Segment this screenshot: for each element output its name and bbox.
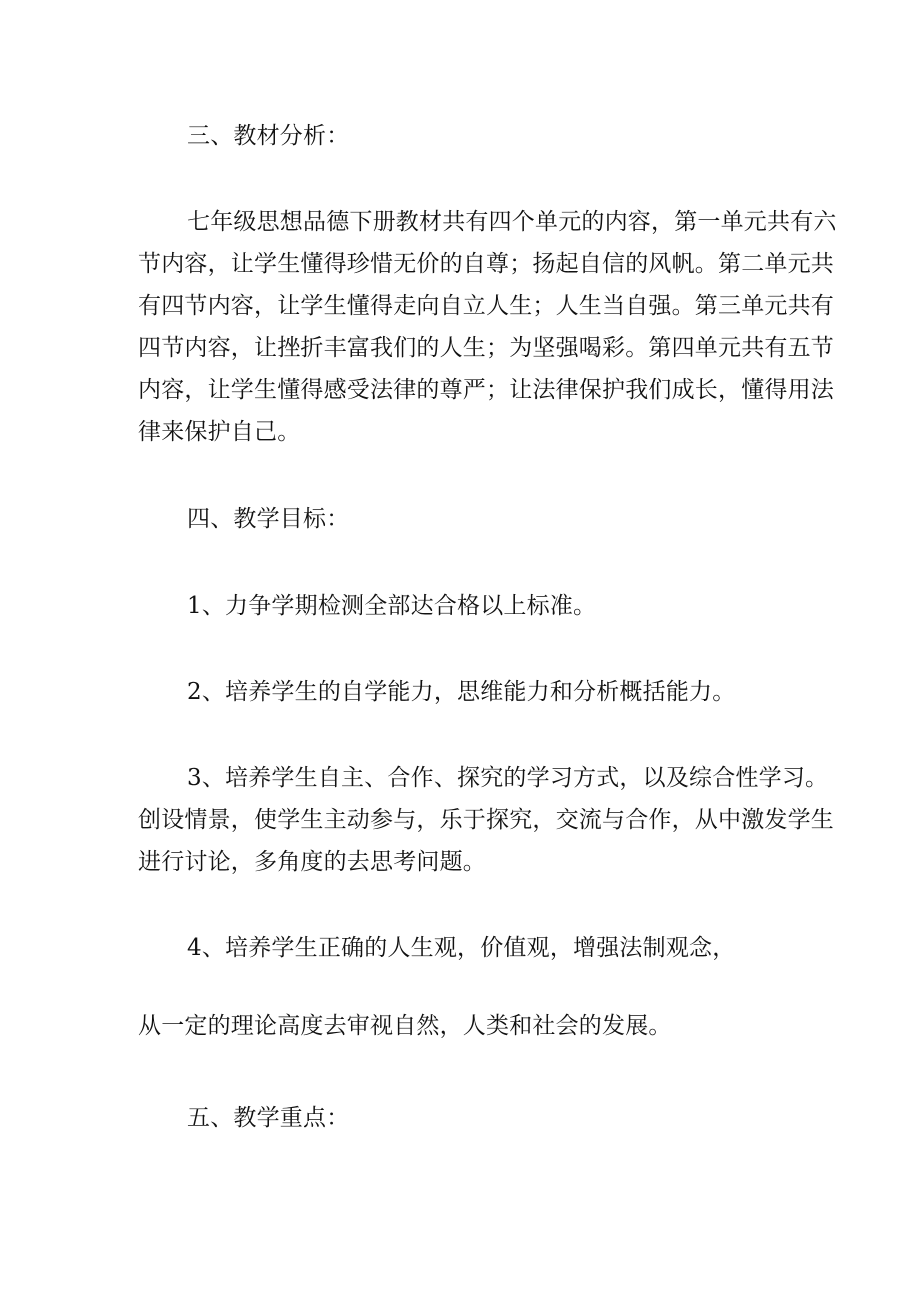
goal-item-2: 2、培养学生的自学能力，思维能力和分析概括能力。 — [187, 679, 736, 705]
paragraph-line: 律来保护自己。 — [138, 419, 301, 445]
section-heading-teaching-goals: 四、教学目标： — [187, 506, 350, 532]
paragraph-line: 内容，让学生懂得感受法律的尊严；让法律保护我们成长，懂得用法 — [138, 377, 834, 403]
goal-item-4-line: 4、培养学生正确的人生观，价值观，增强法制观念， — [187, 935, 736, 961]
paragraph-line: 节内容，让学生懂得珍惜无价的自尊；扬起自信的风帆。第二单元共 — [138, 251, 834, 277]
paragraph-line: 有四节内容，让学生懂得走向自立人生；人生当自强。第三单元共有 — [138, 293, 834, 319]
goal-item-3-line: 创设情景，使学生主动参与，乐于探究，交流与合作，从中激发学生 — [138, 807, 834, 833]
paragraph-line: 四节内容，让挫折丰富我们的人生；为坚强喝彩。第四单元共有五节 — [138, 335, 834, 361]
goal-item-1: 1、力争学期检测全部达合格以上标准。 — [187, 593, 597, 619]
section-heading-teaching-focus: 五、教学重点： — [187, 1105, 350, 1131]
section-heading-teaching-material-analysis: 三、教材分析： — [187, 123, 350, 149]
paragraph-line: 七年级思想品德下册教材共有四个单元的内容，第一单元共有六 — [187, 209, 837, 235]
goal-item-3-line: 进行讨论，多角度的去思考问题。 — [138, 849, 486, 875]
goal-item-3-line: 3、培养学生自主、合作、探究的学习方式，以及综合性学习。 — [187, 765, 829, 791]
goal-item-4-line: 从一定的理论高度去审视自然，人类和社会的发展。 — [138, 1013, 672, 1039]
